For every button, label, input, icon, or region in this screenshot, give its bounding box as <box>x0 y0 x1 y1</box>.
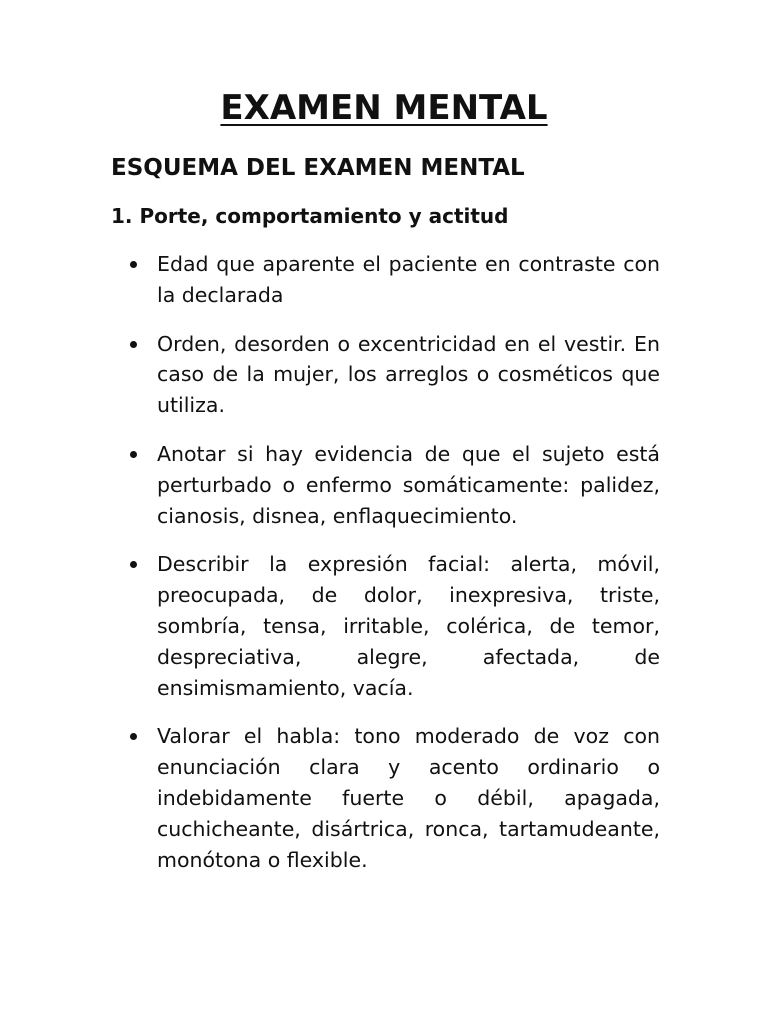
bullet-icon <box>130 733 137 740</box>
bullet-icon <box>130 261 137 268</box>
list-item-text: Valorar el habla: tono moderado de voz con enunciación clara y acento ordinario o indebidamente fuerte o débil, apagada, cuchicheante, disártrica, ronca, tartamudeante, monótona o flexible. <box>157 724 660 872</box>
list-item <box>130 329 660 421</box>
list-item <box>130 439 660 531</box>
page-title: EXAMEN MENTAL <box>220 88 548 128</box>
list-item-text: Describir la expresión facial: alerta, móvil, preocupada, de dolor, inexpresiva, triste, sombría, tensa, irritable, colérica, de temor, despreciativa, alegre, afectada, de ensimismamiento, vacía. <box>157 552 660 700</box>
bullet-icon <box>130 451 137 458</box>
bullet-icon <box>130 341 137 348</box>
list-item <box>130 249 660 311</box>
list-item-text: Orden, desorden o excentricidad en el vestir. En caso de la mujer, los arreglos o cosméticos que utiliza. <box>157 331 660 418</box>
bullet-list <box>130 249 660 893</box>
bullet-icon <box>130 561 137 568</box>
list-item-text: Edad que aparente el paciente en contraste con la declarada <box>157 252 660 307</box>
list-item <box>130 721 660 875</box>
document-subtitle: ESQUEMA DEL EXAMEN MENTAL <box>111 155 525 181</box>
section-heading: 1. Porte, comportamiento y actitud <box>111 204 509 228</box>
list-item-text: Anotar si hay evidencia de que el sujeto está perturbado o enfermo somáticamente: palidez, cianosis, disnea, enflaquecimiento. <box>157 441 660 528</box>
list-item <box>130 549 660 703</box>
